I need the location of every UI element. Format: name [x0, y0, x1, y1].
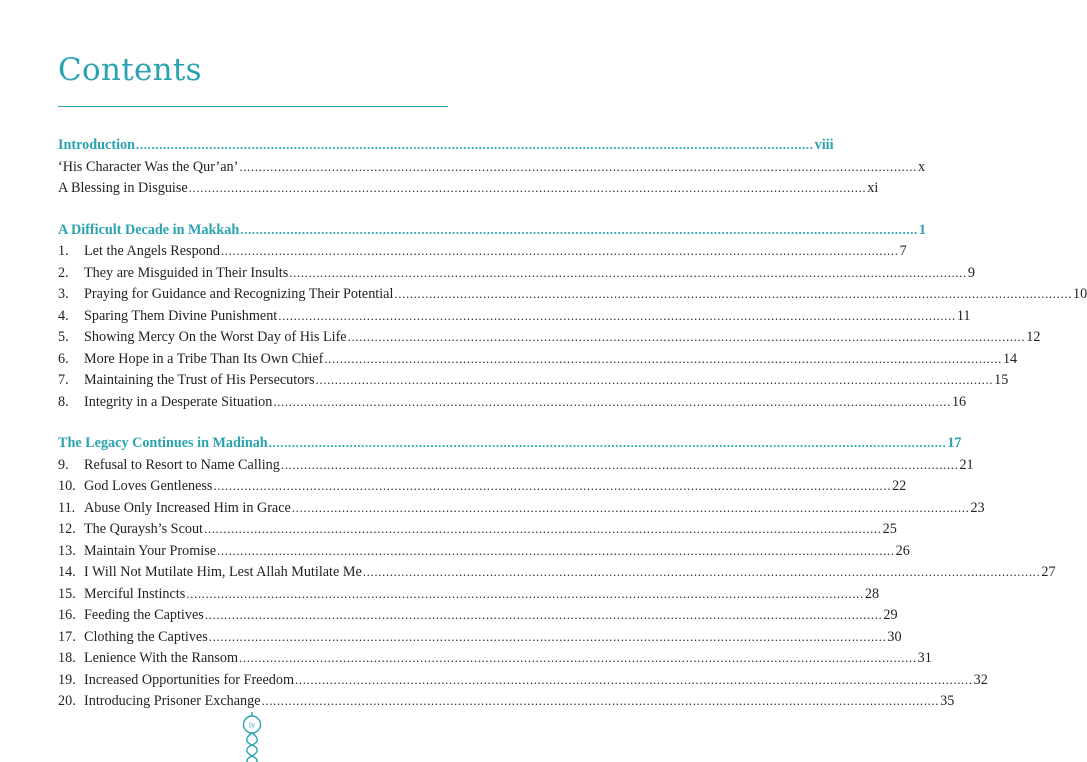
toc-entry[interactable]	[58, 240, 907, 262]
dot-leader	[239, 647, 917, 669]
dot-leader	[240, 219, 918, 241]
entry-page-number: xi	[867, 180, 879, 196]
dot-leader	[394, 283, 1072, 305]
entry-page-number: 15	[994, 372, 1009, 388]
toc-entry[interactable]	[58, 561, 1056, 583]
dot-leader	[205, 604, 883, 626]
entry-number: 2.	[58, 264, 69, 281]
toc-entry[interactable]	[58, 497, 985, 519]
entry-title: I Will Not Mutilate Him, Lest Allah Mutilate Me	[84, 564, 362, 580]
dot-leader	[209, 626, 887, 648]
entry-title: More Hope in a Tribe Than Its Own Chief	[84, 350, 324, 367]
entry-title: Showing Mercy On the Worst Day of His Life	[84, 329, 347, 345]
dot-leader	[217, 540, 895, 562]
dot-leader	[221, 240, 899, 262]
toc-section-heading[interactable]	[58, 432, 962, 454]
title-divider	[58, 106, 448, 107]
entry-title: Maintaining the Trust of His Persecutors	[84, 372, 315, 388]
entry-title: Increased Opportunities for Freedom	[84, 671, 294, 688]
entry-page-number: 22	[892, 478, 907, 494]
entry-title: Let the Angels Respond	[84, 243, 220, 259]
entry-number: 6.	[58, 350, 69, 367]
toc-entry[interactable]	[58, 540, 910, 562]
entry-title: Refusal to Resort to Name Calling	[84, 456, 280, 473]
entry-title: Feeding the Captives	[84, 607, 204, 623]
entry-page-number: x	[917, 158, 926, 175]
toc-entry[interactable]	[58, 156, 926, 178]
toc-entry[interactable]	[58, 583, 880, 605]
dot-leader	[348, 326, 1026, 348]
knot-ornament-icon	[236, 712, 268, 762]
dot-leader	[136, 134, 814, 156]
toc-entry[interactable]	[58, 475, 907, 497]
entry-title: Clothing the Captives	[84, 628, 208, 645]
dot-leader	[289, 262, 967, 284]
dot-leader	[262, 690, 940, 712]
entry-number: 15.	[58, 585, 76, 602]
toc-entry[interactable]	[58, 647, 932, 669]
entry-number: 7.	[58, 372, 69, 388]
entry-page-number: 14	[1002, 350, 1018, 367]
entry-page-number: 23	[970, 499, 985, 516]
table-of-contents	[58, 134, 1087, 712]
dot-leader	[186, 583, 864, 605]
section-page-number: viii	[814, 137, 834, 153]
toc-entry[interactable]	[58, 626, 902, 648]
toc-section-heading[interactable]	[58, 134, 834, 156]
entry-number: 4.	[58, 307, 69, 324]
entry-title: The Quraysh’s Scout	[84, 521, 203, 537]
entry-page-number: 16	[951, 393, 967, 410]
toc-entry[interactable]	[58, 348, 1018, 370]
section-gap	[58, 412, 448, 432]
page-title: Contents	[58, 52, 202, 88]
entry-title: Merciful Instincts	[84, 585, 186, 602]
entry-number: 17.	[58, 628, 76, 645]
toc-entry[interactable]	[58, 669, 988, 691]
toc-entry[interactable]	[58, 391, 967, 413]
toc-entry[interactable]	[58, 604, 898, 626]
dot-leader	[281, 454, 959, 476]
section-page-number: 1	[918, 221, 926, 238]
toc-entry[interactable]	[58, 305, 971, 327]
entry-number: 3.	[58, 286, 69, 302]
entry-page-number: 35	[940, 693, 955, 709]
entry-number: 14.	[58, 564, 76, 580]
entry-page-number: 26	[895, 542, 910, 559]
entry-page-number: 11	[956, 307, 971, 324]
dot-leader	[292, 497, 970, 519]
toc-entry[interactable]	[58, 326, 1041, 348]
dot-leader	[295, 669, 973, 691]
entry-page-number: 12	[1026, 329, 1041, 345]
entry-number: 13.	[58, 542, 76, 559]
entry-title: Sparing Them Divine Punishment	[84, 307, 278, 324]
footer-page-number: iv	[248, 720, 256, 730]
section-title: The Legacy Continues in Madinah	[58, 435, 268, 451]
entry-page-number: 25	[882, 521, 897, 537]
toc-entry[interactable]	[58, 369, 1009, 391]
entry-number: 1.	[58, 243, 69, 259]
entry-number: 8.	[58, 393, 69, 410]
entry-title: Maintain Your Promise	[84, 542, 217, 559]
dot-leader	[273, 391, 951, 413]
entry-page-number: 7	[899, 243, 907, 259]
dot-leader	[316, 369, 994, 391]
entry-title: A Blessing in Disguise	[58, 180, 188, 196]
entry-page-number: 21	[959, 456, 974, 473]
toc-entry[interactable]	[58, 454, 974, 476]
dot-leader	[239, 156, 917, 178]
toc-section-heading[interactable]	[58, 219, 926, 241]
dot-leader	[213, 475, 891, 497]
entry-number: 10.	[58, 478, 76, 494]
entry-title: Integrity in a Desperate Situation	[84, 393, 273, 410]
entry-title: ‘His Character Was the Qur’an’	[58, 158, 239, 175]
section-page-number: 17	[947, 435, 962, 451]
dot-leader	[278, 305, 956, 327]
dot-leader	[189, 177, 867, 199]
entry-page-number: 31	[917, 650, 932, 666]
toc-entry[interactable]	[58, 518, 897, 540]
entry-number: 5.	[58, 329, 69, 345]
entry-number: 19.	[58, 671, 76, 688]
entry-number: 12.	[58, 521, 76, 537]
toc-entry[interactable]	[58, 283, 1087, 305]
entry-title: God Loves Gentleness	[84, 478, 213, 494]
toc-entry[interactable]	[58, 690, 955, 712]
dot-leader	[204, 518, 882, 540]
entry-page-number: 10	[1073, 286, 1087, 302]
entry-page-number: 29	[883, 607, 898, 623]
entry-number: 9.	[58, 456, 69, 473]
entry-page-number: 30	[887, 628, 902, 645]
section-title: Introduction	[58, 137, 135, 153]
section-title: A Difficult Decade in Makkah	[58, 221, 240, 238]
dot-leader	[269, 432, 947, 454]
toc-entry[interactable]	[58, 177, 879, 199]
entry-number: 16.	[58, 607, 76, 623]
entry-number: 20.	[58, 693, 76, 709]
entry-number: 11.	[58, 499, 76, 516]
entry-title: Introducing Prisoner Exchange	[84, 693, 261, 709]
entry-title: They are Misguided in Their Insults	[84, 264, 289, 281]
dot-leader	[324, 348, 1002, 370]
dot-leader	[363, 561, 1041, 583]
entry-page-number: 32	[973, 671, 988, 688]
toc-entry[interactable]	[58, 262, 975, 284]
entry-title: Praying for Guidance and Recognizing Their Potential	[84, 286, 394, 302]
entry-title: Lenience With the Ransom	[84, 650, 239, 666]
entry-number: 18.	[58, 650, 76, 666]
section-gap	[58, 199, 448, 219]
entry-page-number: 9	[967, 264, 975, 281]
entry-page-number: 27	[1041, 564, 1056, 580]
entry-page-number: 28	[864, 585, 880, 602]
entry-title: Abuse Only Increased Him in Grace	[84, 499, 291, 516]
